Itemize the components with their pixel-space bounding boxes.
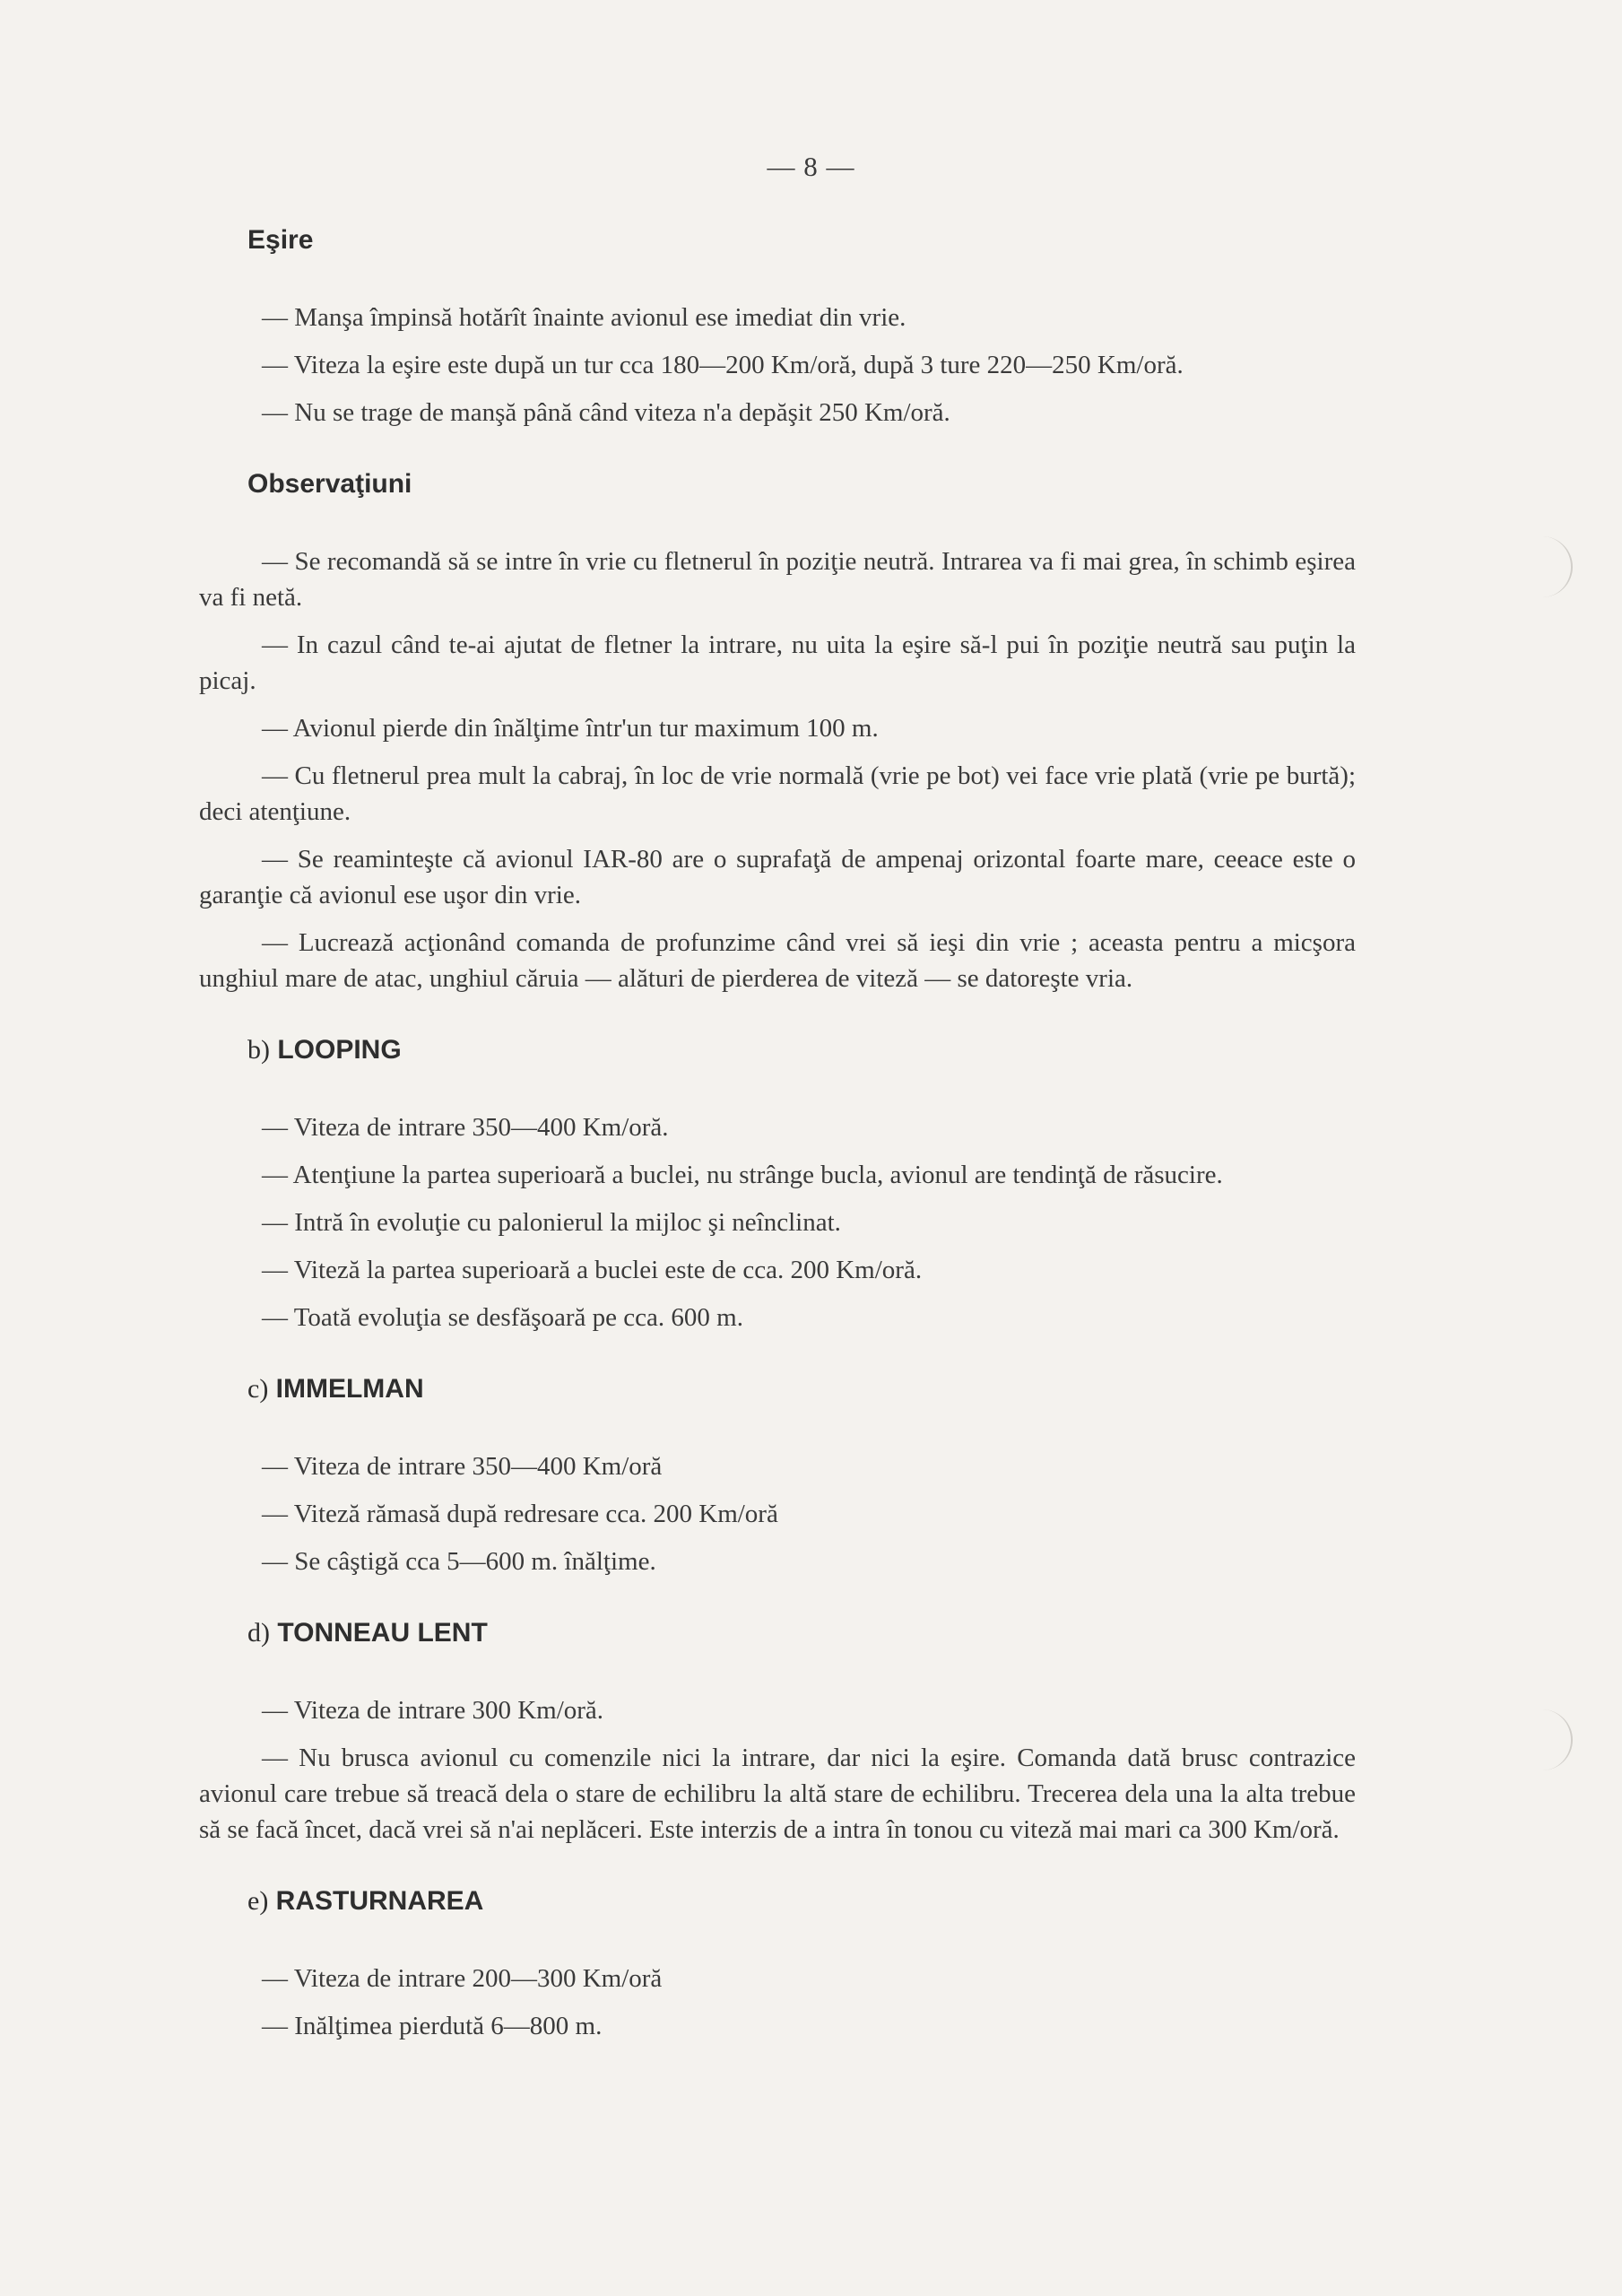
paragraph: — Toată evoluţia se desfăşoară pe cca. 600 m. (262, 1303, 743, 1332)
paragraph: — Viteză rămasă după redresare cca. 200 Km/oră (262, 1500, 778, 1528)
paragraph: — Nu brusca avionul cu comenzile nici la intrare, dar nici la eşire. Comanda dată brusc contrazice avionul care trebue să treacă dela o stare de echilibru la altă stare de echilibru. Trecerea dela una la alta trebue să se facă încet, dacă vrei să n'ai neplăceri. Este interzis de a intra în tonou cu viteză mai mari ca 300 Km/oră. (199, 1744, 1356, 1844)
paragraph: — In cazul când te-ai ajutat de fletner la intrare, nu uita la eşire să-l pui în poziţie neutră sau puţin la picaj. (199, 631, 1356, 695)
section-heading-looping (247, 1032, 1356, 1068)
section-label: c) (247, 1374, 269, 1404)
paragraph: — Se recomandă să se intre în vrie cu fletnerul în poziţie neutră. Intrarea va fi mai grea, în schimb eşirea va fi netă. (199, 547, 1356, 612)
paragraph: — Manşa împinsă hotărît înainte avionul ese imediat din vrie. (262, 303, 906, 332)
paragraph: — Lucrează acţionând comanda de profunzime când vrei să ieşi din vrie ; aceasta pentru a micşora unghiul mare de atac, unghiul căruia — alături de pierderea de viteză — se datoreşte vria. (199, 928, 1356, 993)
punch-hole-mark (1540, 536, 1573, 597)
document-body (199, 215, 1356, 2056)
paragraph: — Se câştigă cca 5—600 m. înălţime. (262, 1547, 656, 1576)
paragraph: — Viteza la eşire este după un tur cca 180—200 Km/oră, după 3 ture 220—250 Km/oră. (262, 351, 1184, 379)
section-heading-esire (247, 222, 1356, 258)
section-label: e) (247, 1886, 269, 1916)
paragraph: — Nu se trage de manşă până când viteza n'a depăşit 250 Km/oră. (262, 398, 950, 427)
page-number: — 8 — (767, 151, 855, 182)
paragraph: — Viteza de intrare 300 Km/oră. (262, 1696, 604, 1725)
section-title: TONNEAU LENT (277, 1618, 488, 1648)
paragraph: — Viteza de intrare 350—400 Km/oră. (262, 1113, 669, 1142)
punch-hole-mark (1540, 1709, 1573, 1770)
paragraph: — Viteză la partea superioară a buclei este de cca. 200 Km/oră. (262, 1256, 923, 1284)
paragraph: — Avionul pierde din înălţime într'un tur maximum 100 m. (262, 714, 879, 743)
section-title: Eşire (247, 225, 314, 255)
paragraph: — Se reaminteşte că avionul IAR-80 are o suprafaţă de ampenaj orizontal foarte mare, ceeace este o garanţie că avionul ese uşor din vrie. (199, 845, 1356, 909)
section-label: b) (247, 1035, 270, 1065)
paragraph: — Viteza de intrare 350—400 Km/oră (262, 1452, 663, 1481)
paragraph: — Viteza de intrare 200—300 Km/oră (262, 1964, 663, 1993)
section-heading-tonneau-lent (247, 1615, 1356, 1651)
paragraph: — Cu fletnerul prea mult la cabraj, în loc de vrie normală (vrie pe bot) vei face vrie plată (vrie pe burtă); deci atenţiune. (199, 761, 1356, 826)
section-heading-observatiuni (247, 466, 1356, 502)
paragraph: — Atenţiune la partea superioară a buclei, nu strânge bucla, avionul are tendinţă de răsucire. (262, 1161, 1223, 1189)
section-title: RASTURNAREA (275, 1886, 484, 1916)
section-title: LOOPING (277, 1035, 402, 1065)
section-heading-immelman (247, 1371, 1356, 1407)
section-heading-rasturnarea (247, 1883, 1356, 1919)
section-title: Observaţiuni (247, 469, 412, 499)
section-label: d) (247, 1618, 270, 1648)
paragraph: — Inălţimea pierdută 6—800 m. (262, 2012, 603, 2040)
paragraph: — Intră în evoluţie cu palonierul la mijloc şi neînclinat. (262, 1208, 841, 1237)
section-title: IMMELMAN (275, 1374, 424, 1404)
